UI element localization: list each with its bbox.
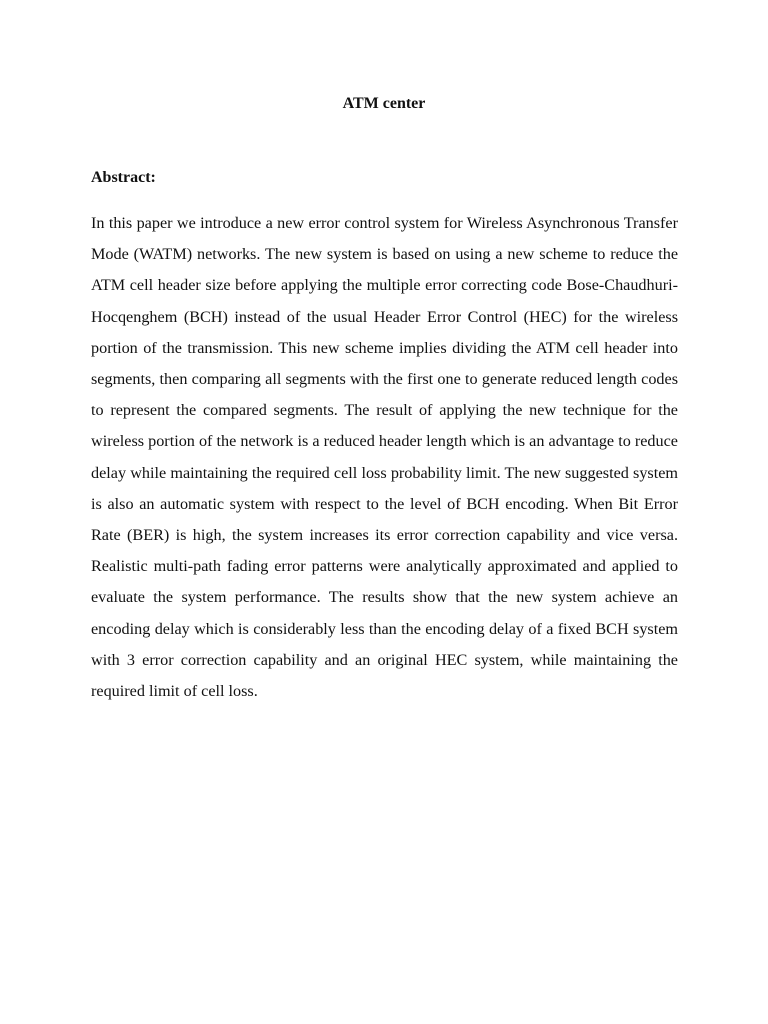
abstract-body: In this paper we introduce a new error control system for Wireless Asynchronous Transfer Mode (WATM) networks. The new system is based on using a new scheme to reduce the ATM cell header size before applying the multiple error correcting code Bose-Chaudhuri-Hocqenghem (BCH) instead of the usual Header Error Control (HEC) for the wireless portion of the transmission. This new scheme implies dividing the ATM cell header into segments, then comparing all segments with the first one to generate reduced length codes to represent the compared segments. The result of applying the new technique for the wireless portion of the network is a reduced header length which is an advantage to reduce delay while maintaining the required cell loss probability limit. The new suggested system is also an automatic system with respect to the level of BCH encoding. When Bit Error Rate (BER) is high, the system increases its error correction capability and vice versa. Realistic multi-path fading error patterns were analytically approximated and applied to evaluate the system performance. The results show that the new system achieve an encoding delay which is considerably less than the encoding delay of a fixed BCH system with 3 error correction capability and an original HEC system, while maintaining the required limit of cell loss. [91, 214, 678, 701]
document-title: ATM center [342, 95, 426, 112]
abstract-heading: Abstract: [91, 169, 156, 186]
